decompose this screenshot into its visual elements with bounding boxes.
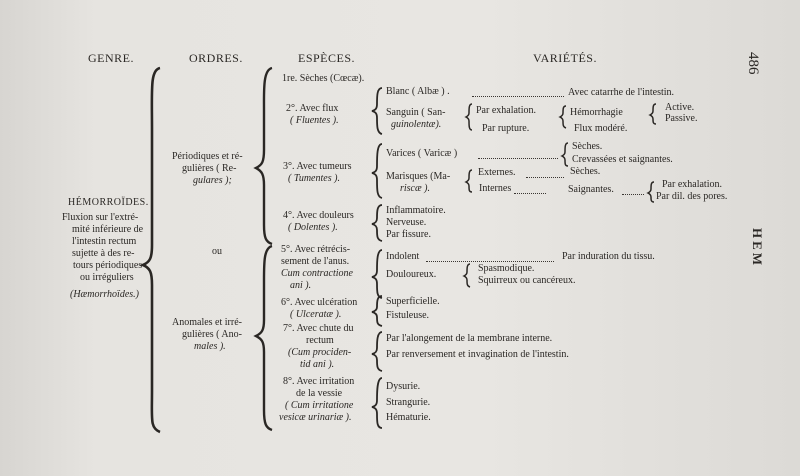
genre-line: tours périodiques (73, 260, 143, 271)
brace-saignantes (648, 182, 654, 202)
leader-dots (514, 193, 546, 194)
espece-7: rectum (306, 335, 334, 346)
espece-7: (Cum prociden- (288, 347, 352, 358)
genre-brace (143, 68, 160, 432)
variete-saignantes: Saignantes. (568, 184, 614, 195)
variete-par-exhalation-2: Par exhalation. (662, 179, 722, 190)
ordres-second-line: Anomales et irré- (172, 317, 242, 328)
espece-5: Cum contractione (281, 268, 353, 279)
variete-flux-modere: Flux modéré. (574, 123, 628, 134)
genre-line: ou irréguliers (80, 272, 134, 283)
variete-strangurie: Strangurie. (386, 397, 431, 408)
variete-par-rupture: Par rupture. (482, 123, 530, 134)
brace-contractione (372, 250, 382, 298)
variete-internes: Internes (479, 183, 512, 194)
genre-line: l'intestin rectum (72, 236, 137, 247)
leader-dots (472, 96, 564, 97)
variete-blanc: Blanc ( Albæ ) . (386, 86, 450, 97)
variete-renversement: Par renversement et invagination de l'intestin. (386, 349, 569, 360)
espece-7: tid ani ). (300, 359, 335, 370)
variete-induration: Par induration du tissu. (562, 251, 655, 262)
variete-seches-2: Sèches. (570, 166, 601, 177)
variete-marisques: Marisques (Ma- (386, 171, 451, 182)
brace-hemorrhagie (560, 106, 566, 128)
espece-5: ani ). (290, 280, 312, 291)
espece-2: ( Fluentes ). (290, 115, 339, 126)
brace-procidentia (372, 332, 382, 371)
brace-sanguin (466, 104, 472, 130)
variete-sanguin: Sanguin ( San- (386, 107, 446, 118)
variete-par-dil-pores: Par dil. des pores. (656, 191, 728, 202)
variete-sanguin: guinolentæ). (391, 119, 442, 130)
brace-varices (562, 143, 568, 166)
variete-passive: Passive. (665, 113, 698, 124)
variete-indolent: Indolent (386, 251, 420, 262)
genre-name: HÉMORROÏDES. (68, 197, 149, 208)
brace-marisques (466, 170, 472, 192)
variete-seches: Sèches. (572, 141, 603, 152)
ordres-upper-brace (256, 68, 272, 244)
variete-nerveuse: Nerveuse. (386, 217, 427, 228)
ordres-first-line: gulières ( Re- (182, 163, 237, 174)
leader-dots (426, 261, 554, 262)
running-title: HEM (750, 228, 765, 269)
variete-varices: Varices ( Varicæ ) (386, 148, 458, 159)
header-genre: GENRE. (88, 51, 134, 65)
leader-dots (622, 194, 644, 195)
espece-8: ( Cum irritatione (285, 400, 354, 411)
brace-dolentes (372, 205, 382, 241)
espece-3: 3°. Avec tumeurs (283, 161, 352, 172)
brace-vesicae (372, 378, 382, 428)
espece-3: ( Tumentes ). (288, 173, 340, 184)
espece-1: 1re. Sèches (Cœcæ). (282, 73, 365, 84)
ordres-second-line: gulières ( Ano- (182, 329, 242, 340)
espece-8: vesicæ urinariæ ). (279, 412, 352, 423)
brace-active (650, 104, 656, 124)
variete-spasmodique: Spasmodique. (478, 263, 535, 274)
variete-hematurie: Hématurie. (386, 412, 431, 423)
variete-par-exhalation: Par exhalation. (476, 105, 536, 116)
variete-marisques: riscæ ). (400, 183, 430, 194)
leader-dots (526, 177, 564, 178)
espece-5: 5°. Avec rétrécis- (281, 244, 351, 255)
ordres-first-line: gulares ); (193, 175, 232, 186)
espece-7: 7°. Avec chute du (283, 323, 354, 334)
variete-superficielle: Superficielle. (386, 296, 440, 307)
espece-6: 6°. Avec ulcération (281, 297, 358, 308)
variete-externes: Externes. (478, 167, 516, 178)
brace-tumentes (372, 144, 382, 198)
brace-ulceratae (372, 296, 382, 326)
espece-8: de la vessie (296, 388, 343, 399)
ordres-second-line: males ). (194, 341, 226, 352)
variete-crevassees: Crevassées et saignantes. (572, 154, 673, 165)
variete-allongement: Par l'alongement de la membrane interne. (386, 333, 553, 344)
brace-douloureux (464, 264, 470, 287)
variete-squirreux: Squirreux ou cancéreux. (478, 275, 576, 286)
variete-fistuleuse: Fistuleuse. (386, 310, 430, 321)
header-ordres: ORDRES. (189, 51, 243, 65)
variete-blanc-result: Avec catarrhe de l'intestin. (568, 87, 675, 98)
genre-line: Fluxion sur l'extré- (62, 212, 139, 223)
variete-par-fissure: Par fissure. (386, 229, 431, 240)
header-varietes: VARIÉTÉS. (533, 51, 597, 65)
brace-fluentes (372, 88, 382, 134)
ordres-lower-brace (256, 246, 272, 430)
ordres-ou: ou (212, 246, 222, 257)
genre-line: mité inférieure de (72, 224, 144, 235)
espece-2: 2°. Avec flux (286, 103, 339, 114)
variete-active: Active. (665, 102, 695, 113)
genre-line: sujette à des re- (72, 248, 135, 259)
espece-6: ( Ulceratæ ). (290, 309, 342, 320)
variete-hemorrhagie: Hémorrhagie (570, 107, 623, 118)
espece-4: ( Dolentes ). (288, 222, 338, 233)
variete-douloureux: Douloureux. (386, 269, 437, 280)
ordres-first-line: Périodiques et ré- (172, 151, 243, 162)
leader-dots (478, 158, 558, 159)
variete-inflammatoire: Inflammatoire. (386, 205, 446, 216)
espece-8: 8°. Avec irritation (283, 376, 355, 387)
header-especes: ESPÈCES. (298, 51, 356, 65)
espece-5: sement de l'anus. (281, 256, 350, 267)
page-number: 486 (745, 52, 761, 75)
genre-latin: (Hæmorrhoïdes.) (70, 289, 139, 300)
variete-dysurie: Dysurie. (386, 381, 421, 392)
espece-4: 4°. Avec douleurs (283, 210, 354, 221)
